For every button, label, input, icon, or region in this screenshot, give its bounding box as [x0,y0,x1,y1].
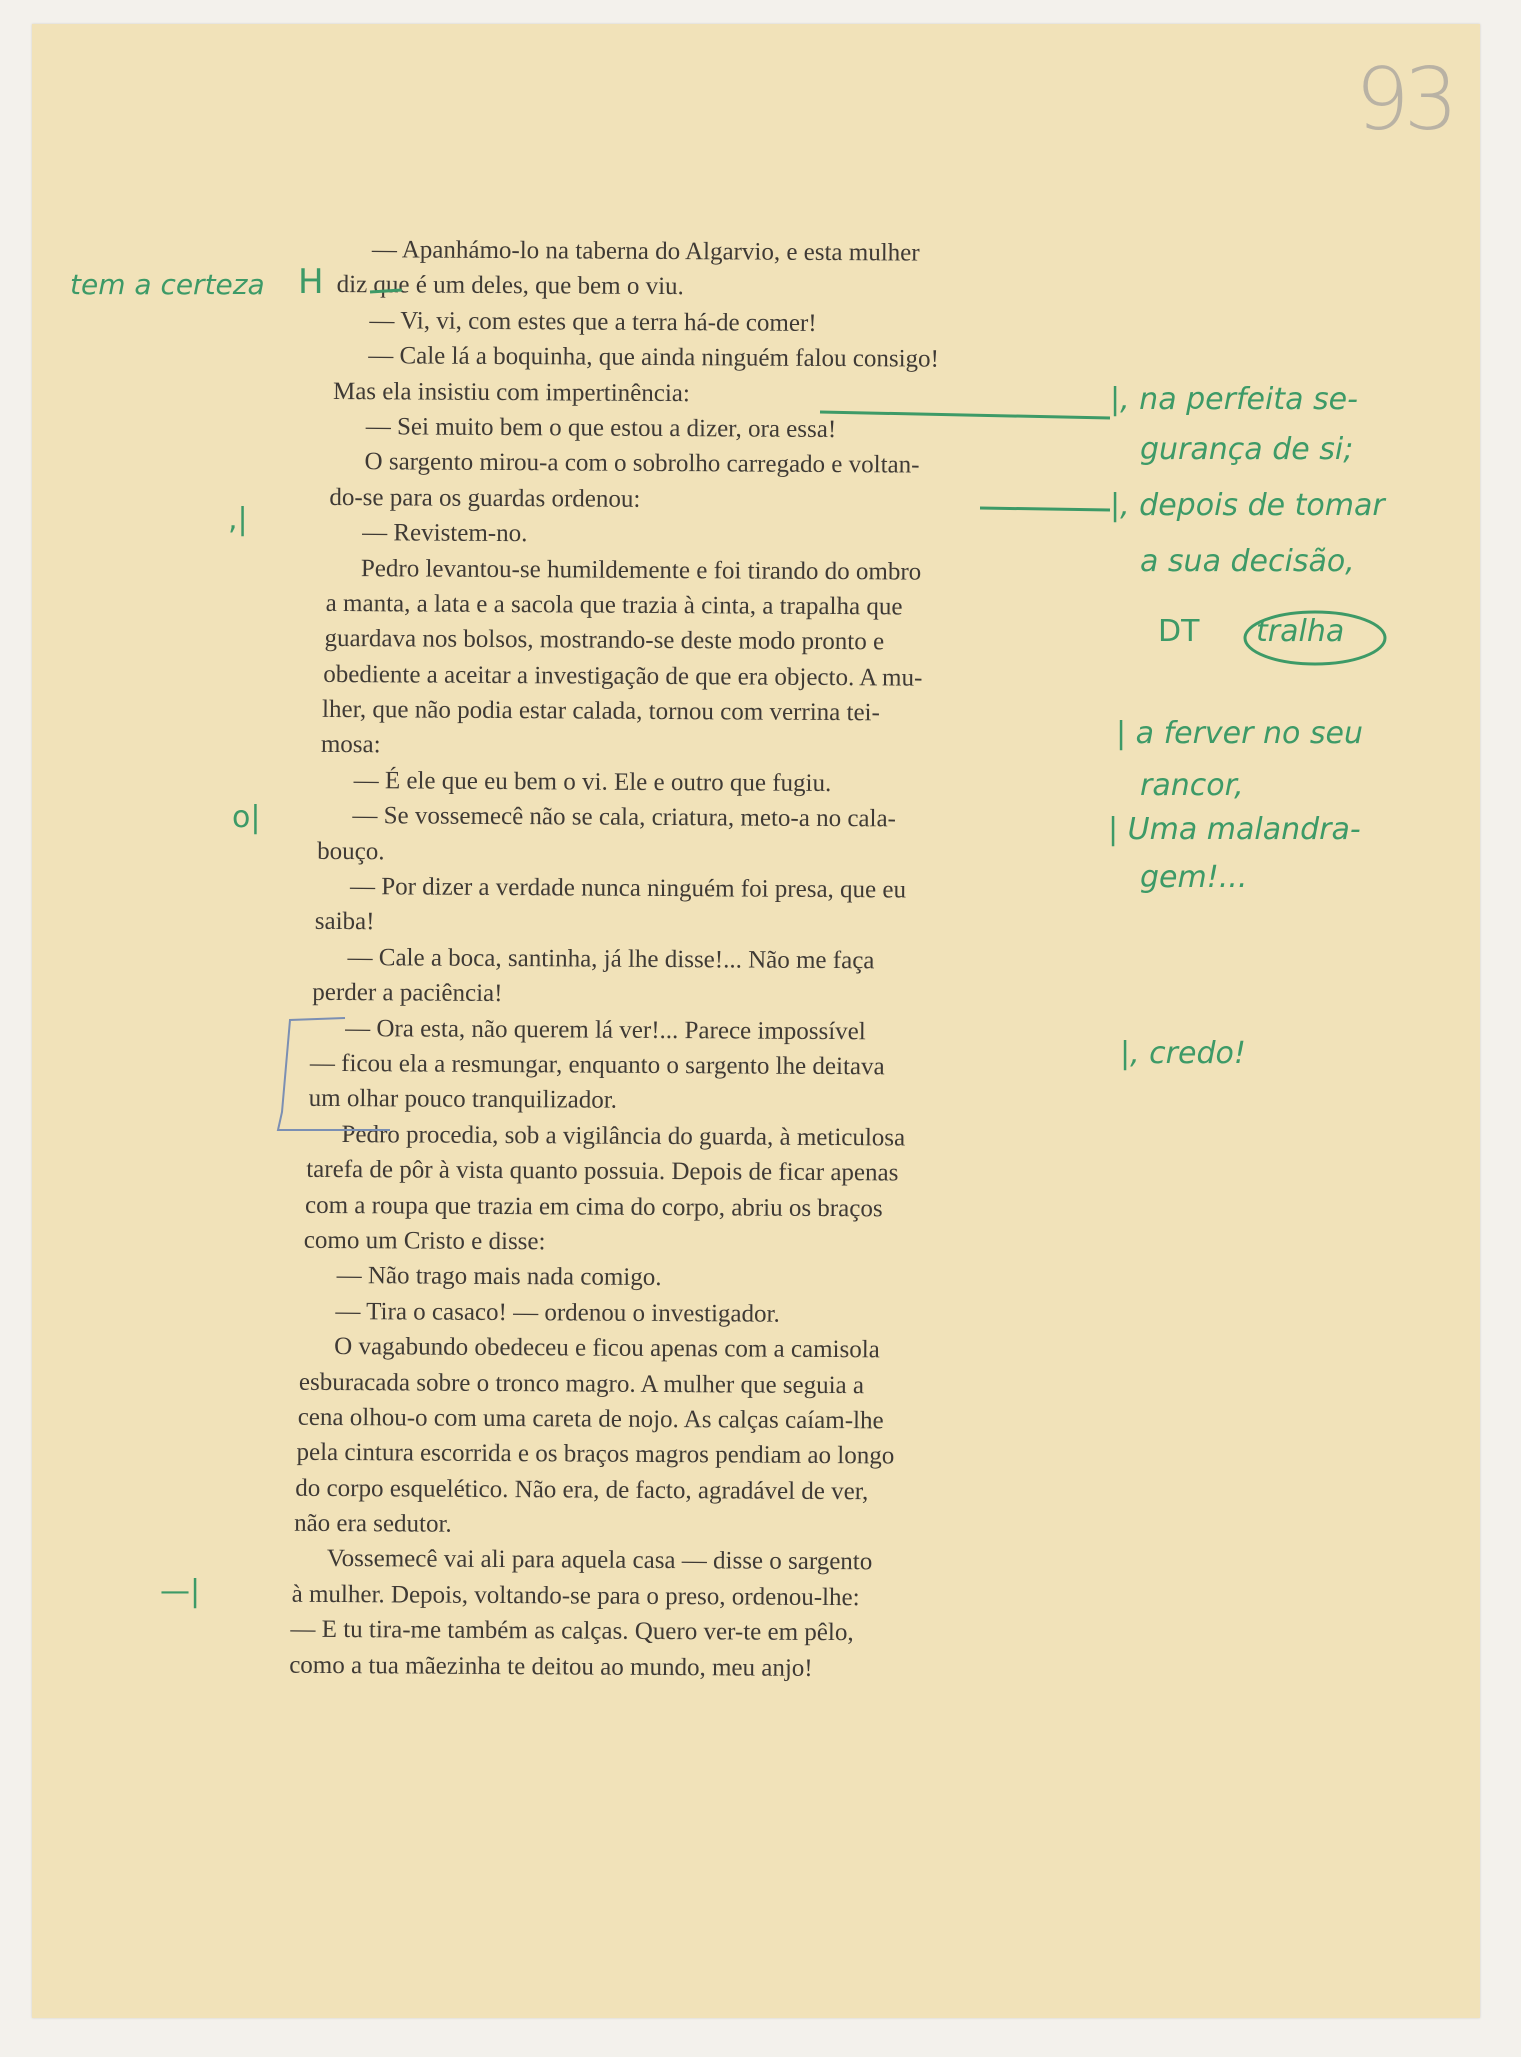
text-line: — Se vossemecê não se cala, criatura, meto-a no cala- [352,802,897,833]
text-line: como um Cristo e disse: [303,1226,546,1256]
annotation-left-dash: —| [160,1574,201,1609]
text-line: — Sei muito bem o que estou a dizer, ora essa! [365,413,837,443]
text-line: pela cintura escorrida e os braços magros pendiam ao longo [296,1439,895,1470]
text-line: O vagabundo obedeceu e ficou apenas com a camisola [334,1333,880,1364]
text-line: Pedro procedia, sob a vigilância do guarda, à meticulosa [341,1120,906,1152]
text-line: Vossemecê vai ali para aquela casa — disse o sargento [326,1545,873,1576]
text-line: — E tu tira-me também as calças. Quero ver-te em pêlo, [290,1615,854,1647]
annotation-right-2b: a sua decisão, [1140,544,1355,579]
text-line: — Vi, vi, com estes que a terra há-de comer! [369,306,817,337]
pencil-bracket [278,1018,390,1130]
text-line: esburacada sobre o tronco magro. A mulher que seguia a [298,1368,865,1399]
text-line: do corpo esquelético. Não era, de facto, agradável de ver, [295,1474,869,1505]
text-line: saiba! [314,908,375,936]
insertion-line-1 [820,412,1110,418]
text-line: diz que é um deles, que bem o viu. [336,271,684,301]
annotation-right-dt: DT [1158,614,1200,649]
text-line: obediente a aceitar a investigação de que era objecto. A mu- [323,660,923,692]
text-line: um olhar pouco tranquilizador. [308,1085,618,1115]
page-number: 93 [1355,50,1453,150]
insertion-line-2 [980,508,1110,510]
annotation-right-5a: | Uma malandra- [1108,812,1361,847]
text-line: — Por dizer a verdade nunca ninguém foi presa, que eu [349,873,907,904]
annotation-right-credo: |, credo! [1120,1036,1246,1071]
annotation-right-2a: |, depois de tomar [1110,488,1385,523]
text-line: como a tua mãezinha te deitou ao mundo, meu anjo! [289,1651,813,1682]
text-line: — Não trago mais nada comigo. [336,1262,662,1292]
text-line: Mas ela insistiu com impertinência: [332,377,690,407]
text-line: Pedro levantou-se humildemente e foi tirando do ombro [360,554,922,586]
text-line: — Apanhámo-lo na taberna do Algarvio, e esta mulher [371,236,920,267]
text-line: — Ora esta, não querem lá ver!... Parece impossível [345,1014,866,1045]
text-line: guardava nos bolsos, mostrando-se deste modo pronto e [324,625,885,656]
annotation-right-4a: | a ferver no seu [1116,716,1364,751]
annotation-left-comma: ,| [228,502,248,537]
annotation-left-certeza: tem a certeza [70,268,265,301]
text-line: — É ele que eu bem o vi. Ele e outro que fugiu. [353,766,832,797]
text-line: à mulher. Depois, voltando-se para o preso, ordenou-lhe: [291,1580,860,1612]
annotation-left-mark: H [298,262,324,302]
text-line: tarefa de pôr à vista quanto possuia. Depois de ficar apenas [306,1155,899,1187]
annotation-right-5b: gem!... [1140,860,1248,895]
text-line: bouço. [317,837,385,865]
text-line: perder a paciência! [312,979,503,1008]
text-line: a manta, a lata e a sacola que trazia à cinta, a trapalha que [325,589,903,621]
annotation-right-4b: rancor, [1140,768,1244,803]
text-line: — ficou ela a resmungar, enquanto o sargento lhe deitava [309,1049,885,1081]
annotation-left-o: o| [232,800,261,835]
text-line: mosa: [320,731,381,759]
text-line: — Cale a boca, santinha, já lhe disse!... Não me faça [347,943,875,975]
text-line: cena olhou-o com uma careta de nojo. As calças caíam-lhe [297,1403,884,1435]
text-line: — Tira o casaco! — ordenou o investigador. [335,1297,780,1328]
annotation-right-1b: gurança de si; [1140,432,1354,467]
text-line: — Revistem-no. [362,519,528,548]
text-line: lher, que não podia estar calada, tornou com verrina tei- [322,695,880,727]
text-line: com a roupa que trazia em cima do corpo, abriu os braços [304,1191,883,1222]
strike-diz [370,290,402,292]
annotation-right-1a: |, na perfeita se- [1110,382,1358,417]
text-line: do-se para os guardas ordenou: [329,483,641,513]
tralha-circle [1245,612,1385,664]
text-line: — Cale lá a boquinha, que ainda ninguém falou consigo! [368,342,940,373]
text-line: O sargento mirou-a com o sobrolho carregado e voltan- [364,448,920,479]
annotation-right-tralha: tralha [1256,614,1345,649]
text-line: não era sedutor. [294,1509,452,1538]
